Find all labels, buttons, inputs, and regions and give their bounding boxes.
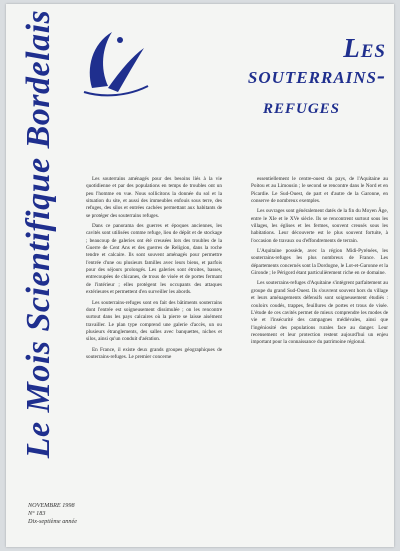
paragraph: L'Aquitaine possède, avec la région Midi-Pyrénées, les souterrains-refuges les plus nombreux de France. Les départements concernés sont la Dordogne, le Lot-et-Garonne et la Gironde ; le Périgord étant particulièrement riche en ce domaine. (251, 248, 388, 277)
journal-spine (16, 9, 62, 459)
article-title (206, 34, 386, 117)
paragraph: Les souterrains-refuges sont en fait des bâtiments souterrains dont l'entrée est soigneusement dissimulée ; on les rencontre surtout dans les pays calcaires où la pierre se laisse aisément travailler. Le plan type comprend une galerie d'accès, un ou plusieurs étranglements, des salles avec banquettes, niches et silos, ainsi qu'un conduit d'aération. (86, 299, 222, 343)
paragraph: Les souterrains-refuges d'Aquitaine s'intègrent parfaitement au groupe du grand Sud-Ouest. Ils s'ouvrent souvent hors du village et leurs aménagements défensifs sont soigneusement étudiés : couloirs coudés, trappes, feuillures de portes et trous de visée. L'étude de ces cavités permet de mieux comprendre les modes de vie et l'insécurité des campagnes médiévales, ainsi que l'ingéniosité des populations rurales face au danger. Leur recensement et leur protection restent aujourd'hui un enjeu important pour la connaissance du patrimoine régional. (251, 280, 388, 346)
paragraph: essentiellement le centre-ouest du pays, de l'Aquitaine au Poitou et au Limousin ; le second se rencontre dans le Nord et en Picardie. Le Sud-Ouest, de part et d'autre de la Garonne, en conserve de nombreux exemples. (251, 176, 388, 205)
journal-name: Le Mois Scientifique Bordelais (20, 9, 57, 459)
document-page (6, 4, 394, 547)
paragraph: Les ouvrages sont généralement datés de la fin du Moyen Âge, entre le XIe et le XVe siècle. Ils se rencontrent surtout sous les villages, les églises et les fermes, souvent creusés sous les habitations. Leur découverte est le plus souvent fortuite, à l'occasion de travaux ou d'effondrements de terrain. (251, 208, 388, 244)
article-title-line-3: refuges (262, 92, 340, 118)
journal-logo-icon (78, 18, 150, 104)
body-column-left (86, 176, 222, 536)
body-column-right (251, 176, 388, 536)
article-title-line-1: Les (343, 33, 386, 63)
paragraph: Dans ce panorama des guerres et époques anciennes, les cavités sont utilisées comme refuge, lieu de dépôt et de stockage ; beaucoup de galeries ont été creusées lors des troubles de la Guerre de Cent Ans et des guerres de Religion, dans la roche tendre et calcaire. Ils sont souvent aménagés pour permettre l'entrée d'une ou plusieurs familles avec leurs biens, et parfois pour des séjours prolongés. Les galeries sont étroites, basses, entrecoupées de chicanes, de trous de visée et de portes fermant de l'intérieur ; elles protègent les occupants des attaques extérieures et permettent d'en surveiller les abords. (86, 223, 222, 296)
issue-year: Dix-septième année (28, 518, 77, 525)
issue-number: N° 183 (28, 510, 46, 517)
paragraph: Les souterrains aménagés pour des besoins liés à la vie quotidienne et par des populations en temps de troubles ont un peu l'homme en vue. Nous sollicitons la donnée du sol et la situation du site, et aussi des immeubles enfouis sous terre, des refuges, des silos et entrées cachées permettant aux habitants de se protéger des souterrains refuges. (86, 176, 222, 219)
paragraph: En France, il existe deux grands groupes géographiques de souterrains-refuges. Le premier concerne (86, 346, 222, 360)
issue-date: NOVEMBRE 1998 (28, 502, 75, 509)
issue-info (28, 502, 88, 526)
article-title-line-2: souterrains- (247, 63, 386, 90)
